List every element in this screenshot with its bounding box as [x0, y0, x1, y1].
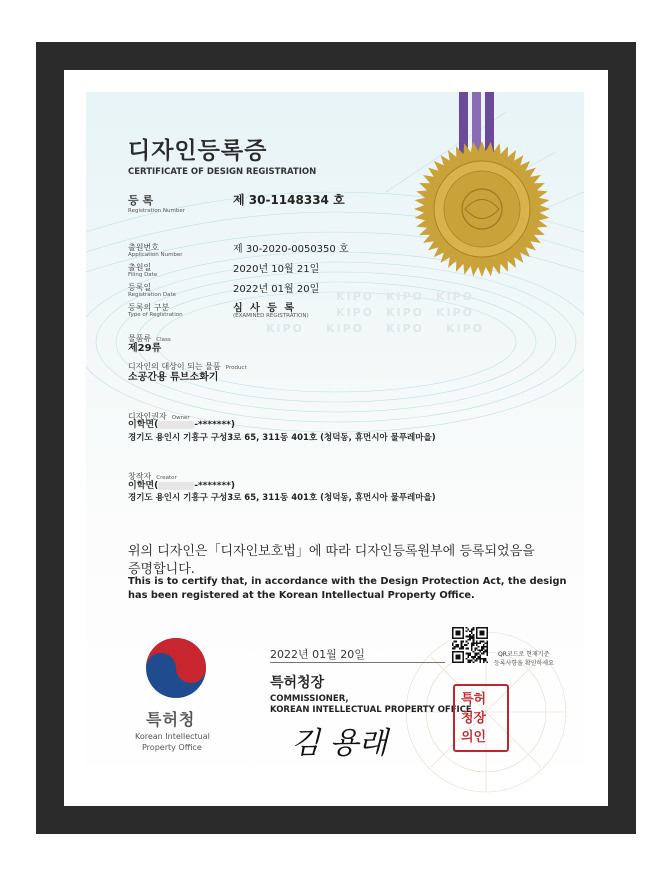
owner-label: 디자인권자	[128, 412, 167, 421]
certificate-paper	[86, 92, 584, 802]
product-name: 소공간용 튜브소화기	[128, 372, 219, 383]
certificate-subtitle: CERTIFICATE OF DESIGN REGISTRATION	[128, 167, 317, 177]
creator-id-suffix: -*******)	[194, 481, 235, 491]
stamp-text-line: 특허	[461, 692, 487, 707]
class-label-en: Class	[156, 337, 171, 343]
issue-date: 2022년 01월 20일	[270, 648, 365, 661]
redacted-id	[158, 482, 194, 490]
watermark-text: KIPO	[436, 290, 475, 303]
creator-name-line	[128, 478, 235, 491]
official-red-stamp	[453, 684, 509, 752]
watermark-text: KIPO	[436, 306, 475, 319]
owner-name-line	[128, 417, 235, 430]
commissioner-title-kr: 특허청장	[270, 675, 325, 691]
owner-address: 경기도 용인시 기흥구 구성3로 65, 311동 401호 (청덕동, 휴먼시아 물푸레마을)	[128, 433, 436, 443]
creator-label: 창작자	[128, 472, 152, 481]
watermark-text: KIPO	[266, 322, 305, 335]
product-label: 디자인의 대상이 되는 물품	[128, 362, 221, 371]
registration-label-en: Registration Number	[128, 208, 186, 214]
watermark-text: KIPO	[386, 322, 425, 335]
registration-type: 심 사 등 록	[233, 303, 297, 314]
watermark-text: KIPO	[386, 306, 425, 319]
statement-kr-line-2: 증명합니다.	[128, 562, 195, 577]
owner-id-suffix: -*******)	[194, 420, 235, 430]
stamp-text-line: 의인	[461, 730, 487, 745]
registration-date: 2022년 01월 20일	[233, 284, 320, 295]
commissioner-title-en-2: KOREAN INTELLECTUAL PROPERTY OFFICE	[270, 705, 472, 715]
registration-number: 제 30-1148334 호	[233, 193, 345, 207]
product-label-en: Product	[225, 365, 247, 371]
watermark-text: KIPO	[336, 290, 375, 303]
reg-date-label-en: Registration Date	[128, 292, 177, 298]
watermark-text: KIPO	[386, 290, 425, 303]
statement-en-line-1: This is to certify that, in accordance with the Design Protection Act, the design	[128, 576, 567, 587]
reg-type-label: 등록의 구분	[128, 303, 170, 312]
commissioner-signature: 김 용래	[291, 726, 388, 761]
application-label: 출원번호	[128, 243, 159, 252]
certificate-title: 디자인등록증	[128, 138, 268, 164]
kipo-taegeuk-logo-icon	[144, 636, 208, 700]
creator-name: 이학면(	[128, 481, 159, 491]
reg-date-label: 등록일	[128, 283, 152, 292]
gold-seal-icon	[413, 140, 551, 278]
qr-note-line-2: 등록사항을 확인하세요	[494, 660, 554, 667]
office-name-en-line-1: Korean Intellectual	[135, 732, 210, 741]
design-class: 제29류	[128, 343, 162, 354]
watermark-text: KIPO	[326, 322, 365, 335]
stamp-text-line: 청장	[461, 711, 487, 726]
stamp-text	[461, 690, 486, 747]
class-label: 물품류	[128, 334, 152, 343]
registration-type-en: (EXAMINED REGISTRATION)	[233, 313, 309, 319]
application-number: 제 30-2020-0050350 호	[233, 244, 349, 255]
office-name-en-line-2: Property Office	[142, 743, 202, 752]
owner-label-en: Owner	[171, 415, 190, 421]
application-label-en: Application Number	[128, 252, 183, 258]
creator-label-en: Creator	[156, 475, 177, 481]
owner-name: 이학면(	[128, 420, 159, 430]
filing-label-en: Filing Date	[128, 272, 158, 278]
watermark-text: KIPO	[336, 306, 375, 319]
statement-en-line-2: has been registered at the Korean Intellectual Property Office.	[128, 590, 475, 601]
date-divider	[270, 662, 445, 663]
reg-type-label-en: Type of Registration	[128, 312, 183, 318]
statement-kr-line-1: 위의 디자인은「디자인보호법」에 따라 디자인등록원부에 등록되었음을	[128, 544, 535, 559]
watermark-text: KIPO	[446, 322, 485, 335]
filing-label: 출원일	[128, 263, 152, 272]
redacted-id	[158, 421, 194, 429]
qr-code-icon[interactable]	[452, 627, 488, 663]
creator-address: 경기도 용인시 기흥구 구성3로 65, 311동 401호 (청덕동, 휴먼시아 물푸레마을)	[128, 493, 436, 503]
office-name-kr: 특허청	[146, 710, 196, 729]
commissioner-title-en-1: COMMISSIONER,	[270, 694, 349, 704]
filing-date: 2020년 10월 21일	[233, 264, 320, 275]
qr-note-line-1: QR코드로 현재기준	[498, 651, 550, 658]
registration-label: 등 록	[128, 194, 154, 207]
